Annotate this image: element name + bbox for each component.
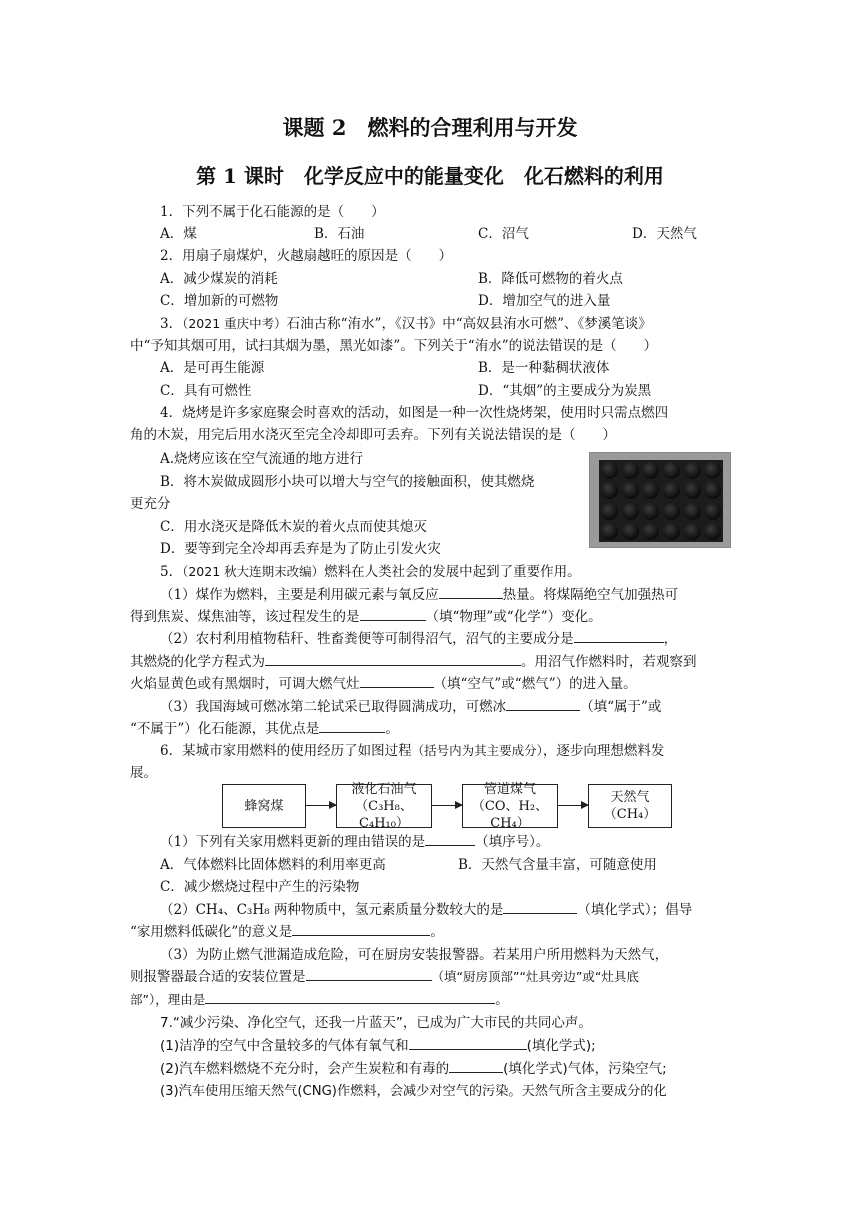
charcoal-piece xyxy=(642,462,659,479)
charcoal-piece xyxy=(642,523,659,540)
charcoal-piece xyxy=(642,503,659,520)
q2-option-a: A．减少煤炭的消耗 xyxy=(160,271,278,287)
answer-blank[interactable] xyxy=(360,606,426,621)
answer-blank[interactable] xyxy=(265,651,521,666)
q1-option-a: A．煤 xyxy=(160,226,197,242)
q6-part1-option-c: C．减少燃烧过程中产生的污染物 xyxy=(160,879,360,895)
q5-stem-text: 燃料在人类社会的发展中起到了重要作用。 xyxy=(324,564,581,580)
answer-blank[interactable] xyxy=(292,921,430,936)
q4-option-a: A.烧烤应该在空气流通的地方进行 xyxy=(160,451,364,467)
q6-stem-line-2: 展。 xyxy=(130,765,157,781)
q1-option-b: B．石油 xyxy=(314,226,365,242)
answer-blank[interactable] xyxy=(319,718,385,733)
q1-stem: 1．下列不属于化石能源的是（ ） xyxy=(160,204,385,220)
answer-blank[interactable] xyxy=(449,1058,503,1073)
q6-part1-option-a: A．气体燃料比固体燃料的利用率更高 xyxy=(160,857,386,873)
answer-blank[interactable] xyxy=(409,1035,527,1050)
q6-stem-line-1: 6．某城市家用燃料的使用经历了如图过程（括号内为其主要成分），逐步向理想燃料发 xyxy=(160,743,665,759)
charcoal-piece xyxy=(684,482,701,499)
lesson-title: 课题 2 燃料的合理利用与开发 xyxy=(282,115,578,140)
q1-option-d: D．天然气 xyxy=(632,226,697,242)
q6-part2-line-2: “家用燃料低碳化”的意义是 。 xyxy=(130,921,444,943)
q7-part1: (1)洁净的空气中含量较多的气体有氧气和 (填化学式); xyxy=(160,1035,596,1057)
q2-option-b: B．降低可燃物的着火点 xyxy=(478,271,623,287)
charcoal-piece xyxy=(704,503,721,520)
q5-number: 5． xyxy=(160,564,183,580)
q5-part1-line-2: 得到焦炭、煤焦油等，该过程发生的是 （填“物理”或“化学”）变化。 xyxy=(130,606,602,628)
q4-option-c: C．用水浇灭是降低木炭的着火点而使其熄灭 xyxy=(160,519,427,535)
q2-option-d: D．增加空气的进入量 xyxy=(478,293,611,309)
q6-part2-line-1: （2）CH₄、C₃H₈ 两种物质中，氢元素质量分数较大的是 （填化学式）；倡导 xyxy=(160,899,692,921)
q5-part2-line-2: 其燃烧的化学方程式为 。用沼气作燃料时，若观察到 xyxy=(130,651,697,673)
q5-source: （2021 秋大连期末改编） xyxy=(182,564,325,579)
flow-arrow xyxy=(558,805,588,806)
lesson-subtitle: 第 1 课时 化学反应中的能量变化 化石燃料的利用 xyxy=(196,164,664,188)
q7-part2: (2)汽车燃料燃烧不充分时，会产生炭粒和有毒的 (填化学式)气体，污染空气; xyxy=(160,1058,667,1080)
charcoal-piece xyxy=(663,462,680,479)
flow-box-pipeline-gas: 管道煤气 （CO、H₂、CH₄） xyxy=(462,784,558,828)
q6-part3-line-2: 则报警器最合适的安装位置是 （填“厨房顶部”“灶具旁边”或“灶具底 xyxy=(130,966,639,988)
charcoal-piece xyxy=(704,462,721,479)
q4-stem-line-2: 角的木炭，用完后用水浇灭至完全冷却即可丢弃。下列有关说法错误的是（ ） xyxy=(130,427,616,443)
charcoal-piece xyxy=(704,523,721,540)
answer-blank[interactable] xyxy=(360,673,434,688)
charcoal-piece xyxy=(622,503,639,520)
flow-arrow xyxy=(306,805,336,806)
flow-arrow xyxy=(432,805,462,806)
charcoal-piece xyxy=(642,482,659,499)
q2-stem: 2．用扇子扇煤炉，火越扇越旺的原因是（ ） xyxy=(160,248,453,264)
charcoal-piece xyxy=(704,482,721,499)
q2-option-c: C．增加新的可燃物 xyxy=(160,293,279,309)
charcoal-piece xyxy=(663,503,680,520)
answer-blank[interactable] xyxy=(425,831,475,846)
q5-part1-line-1: （1）煤作为燃料，主要是利用碳元素与氧反应 热量。将煤隔绝空气加强热可 xyxy=(160,584,678,606)
charcoal-piece xyxy=(601,503,618,520)
charcoal-piece xyxy=(622,523,639,540)
answer-blank[interactable] xyxy=(306,966,432,981)
q3-option-a: A．是可再生能源 xyxy=(160,360,265,376)
q4-option-b-line-2: 更充分 xyxy=(130,496,171,512)
charcoal-piece xyxy=(622,482,639,499)
charcoal-piece xyxy=(684,523,701,540)
charcoal-piece xyxy=(684,462,701,479)
q5-part3-line-1: （3）我国海域可燃冰第二轮试采已取得圆满成功，可燃冰 （填“属于”或 xyxy=(160,696,661,718)
answer-blank[interactable] xyxy=(506,696,580,711)
q4-option-d: D．要等到完全冷却再丢弃是为了防止引发火灾 xyxy=(160,541,441,557)
charcoal-piece xyxy=(601,523,618,540)
answer-blank[interactable] xyxy=(205,989,495,1004)
q5-part2-line-3: 火焰显黄色或有黑烟时，可调大燃气灶 （填“空气”或“燃气”）的进入量。 xyxy=(130,673,637,695)
q3-option-b: B．是一种黏稠状液体 xyxy=(478,360,610,376)
q4-option-b-line-1: B．将木炭做成圆形小块可以增大与空气的接触面积，使其燃烧 xyxy=(160,474,535,490)
q3-source: （2021 重庆中考） xyxy=(182,316,287,331)
flow-box-lpg: 液化石油气 （C₃H₈、C₄H₁₀） xyxy=(336,784,432,828)
flow-box-honeycomb-coal: 蜂窝煤 xyxy=(222,784,306,828)
answer-blank[interactable] xyxy=(439,584,503,599)
grill-charcoal-photo xyxy=(589,452,731,548)
charcoal-piece xyxy=(622,462,639,479)
q6-part3-line-1: （3）为防止燃气泄漏造成危险，可在厨房安装报警器。若某用户所用燃料为天然气， xyxy=(160,947,669,963)
charcoal-grid xyxy=(599,460,723,542)
q4-stem-line-1: 4．烧烤是许多家庭聚会时喜欢的活动，如图是一种一次性烧烤架，使用时只需点燃四 xyxy=(160,405,669,421)
q5-part3-line-2: “不属于”）化石能源，其优点是 。 xyxy=(130,718,399,740)
q7-part3: (3)汽车使用压缩天然气(CNG)作燃料，会减少对空气的污染。天然气所含主要成分的化 xyxy=(160,1084,667,1099)
q5-stem xyxy=(160,561,581,583)
q6-part1-stem: （1）下列有关家用燃料更新的理由错误的是 （填序号）。 xyxy=(160,831,549,853)
q6-part1-option-b: B．天然气含量丰富，可随意使用 xyxy=(458,857,657,873)
answer-blank[interactable] xyxy=(574,628,664,643)
q3-stem-text: 石油古称“洧水”，《汉书》中“高奴县洧水可燃”、《梦溪笔谈》 xyxy=(286,316,652,332)
q7-stem: 7.“减少污染、净化空气，还我一片蓝天”，已成为广大市民的共同心声。 xyxy=(160,1015,592,1031)
q6-part3-line-3: 部”），理由是 。 xyxy=(130,989,509,1011)
q3-option-c: C．具有可燃性 xyxy=(160,383,252,399)
charcoal-piece xyxy=(663,523,680,540)
flow-box-natural-gas: 天然气 （CH₄） xyxy=(588,784,672,828)
q3-number: 3． xyxy=(160,316,183,332)
fuel-evolution-diagram xyxy=(222,781,672,831)
answer-blank[interactable] xyxy=(503,899,577,914)
charcoal-piece xyxy=(663,482,680,499)
q3-option-d: D．“其烟”的主要成分为炭黑 xyxy=(478,383,652,399)
q3-stem-line-1 xyxy=(160,313,652,335)
charcoal-piece xyxy=(601,482,618,499)
q1-option-c: C．沼气 xyxy=(478,226,529,242)
charcoal-piece xyxy=(684,503,701,520)
q5-part2-line-1: （2）农村利用植物秸秆、牲畜粪便等可制得沼气，沼气的主要成分是 ， xyxy=(160,628,677,650)
charcoal-piece xyxy=(601,462,618,479)
q3-stem-line-2: 中“予知其烟可用，试扫其烟为墨，黑光如漆”。下列关于“洧水”的说法错误的是（ ） xyxy=(130,338,658,354)
